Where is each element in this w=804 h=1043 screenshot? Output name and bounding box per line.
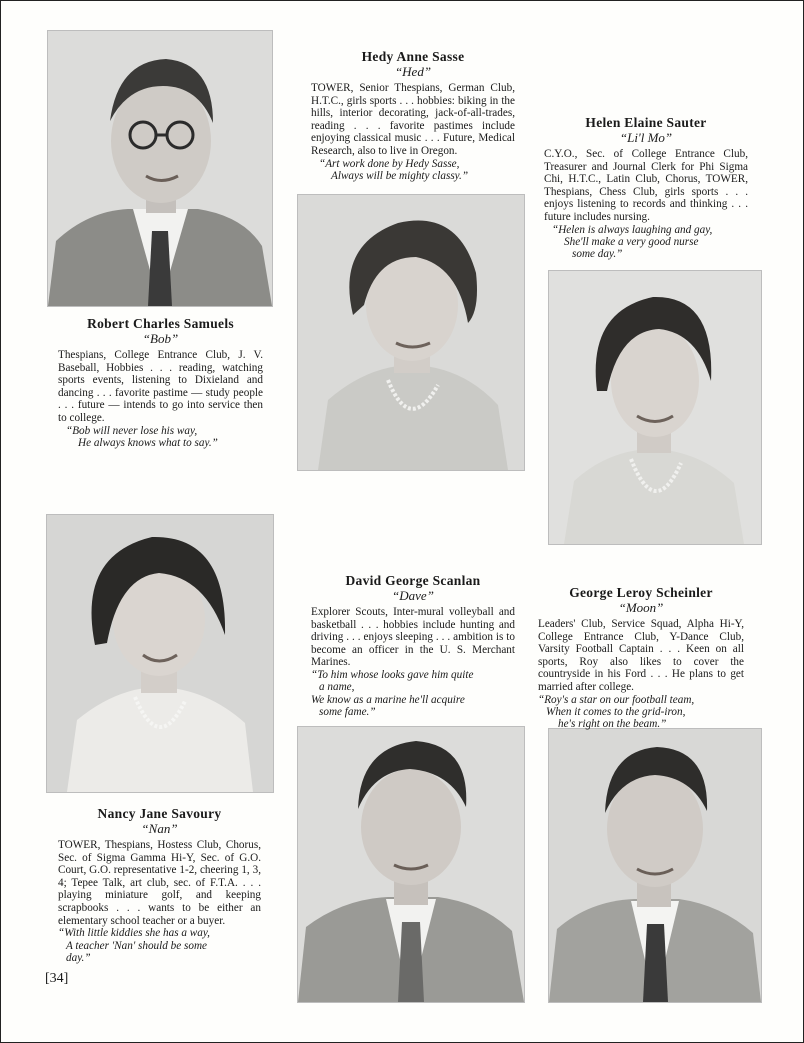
quote-line: He always knows what to say.”	[78, 436, 218, 449]
student-nickname: “Dave”	[392, 588, 434, 603]
student-entry	[311, 573, 515, 719]
quote-line: When it comes to the grid-iron,	[546, 705, 686, 718]
quote-line: “Art work done by Hedy Sasse,	[319, 157, 460, 170]
student-activities: Thespians, College Entrance Club, J. V. Baseball, Hobbies . . . reading, watching sports events, listening to Dixieland and dancing . . . favorite pastime — study people . . . future — intends to go into service then to college.	[58, 349, 263, 424]
student-activities: Leaders' Club, Service Squad, Alpha Hi-Y, College Entrance Club, Y-Dance Club, Varsity Football Captain . . . Keen on all sports, Roy also likes to cover the countryside in his Ford . . . He plans to get married after college.	[538, 618, 744, 693]
student-entry	[58, 316, 263, 449]
page-number: [34]	[45, 971, 69, 986]
quote-line: A teacher 'Nan' should be some	[66, 939, 207, 952]
quote-line: Always will be mighty classy.”	[331, 169, 469, 182]
quote-line: “With little kiddies she has a way,	[58, 927, 210, 940]
quote-line: day.”	[66, 951, 91, 964]
student-activities: TOWER, Thespians, Hostess Club, Chorus, Sec. of Sigma Gamma Hi-Y, Sec. of G.O. Court, G.O. representative 1-2, cheering 1, 3, 4; Tepee Talk, art club, sec. of F.T.A. . . . playing miniature golf, and keeping scrapbooks . . . wants to be either an elementary school teacher or a buyer.	[58, 839, 261, 927]
student-quote	[58, 927, 261, 964]
student-nickname: “Hed”	[394, 64, 432, 79]
student-photo	[297, 726, 525, 1003]
student-entry	[538, 585, 744, 731]
student-nickname: “Nan”	[141, 821, 178, 836]
student-nickname: “Li'l Mo”	[619, 130, 673, 145]
student-activities: C.Y.O., Sec. of College Entrance Club, Treasurer and Journal Clerk for Phi Sigma Chi, H.T.C., Latin Club, Chorus, TOWER, Thespians, Chess Club, girls sports . . . enjoys listening to records and thinking . . . future includes nursing.	[544, 148, 748, 223]
student-entry	[544, 115, 748, 261]
student-photo	[47, 30, 273, 307]
student-quote	[544, 224, 748, 261]
quote-line: some fame.”	[319, 706, 376, 719]
student-photo	[46, 514, 274, 793]
student-name: George Leroy Scheinler	[569, 585, 713, 600]
student-quote	[311, 158, 515, 183]
student-entry	[311, 49, 515, 182]
student-photo	[548, 270, 762, 545]
student-activities: Explorer Scouts, Inter-mural volleyball and basketball . . . hobbies include hunting and driving . . . enjoys sleeping . . . ambition is to become an officer in the U. S. Merchant Marines.	[311, 606, 515, 669]
quote-line: he's right on the beam.”	[558, 718, 667, 731]
student-name: Nancy Jane Savoury	[97, 806, 222, 821]
quote-line: “To him whose looks gave him quite	[311, 668, 474, 681]
quote-line: some day.”	[572, 248, 623, 261]
quote-line: We know as a marine he'll acquire	[311, 693, 465, 706]
student-photo	[297, 194, 525, 471]
student-photo	[548, 728, 762, 1003]
student-quote	[58, 425, 263, 450]
student-nickname: “Bob”	[142, 331, 179, 346]
student-name: David George Scanlan	[345, 573, 481, 588]
student-quote	[538, 694, 744, 731]
student-activities: TOWER, Senior Thespians, German Club, H.T.C., girls sports . . . hobbies: biking in the hills, interior decorating, jack-of-all-trades, reading . . . favorite pastimes include enjoying classical music . . . Future, Medical Research, also to live in Oregon.	[311, 82, 515, 157]
quote-line: “Helen is always laughing and gay,	[552, 223, 713, 236]
student-name: Hedy Anne Sasse	[361, 49, 465, 64]
student-name: Robert Charles Samuels	[87, 316, 234, 331]
student-nickname: “Moon”	[618, 600, 664, 615]
quote-line: “Roy's a star on our football team,	[538, 693, 695, 706]
student-quote	[311, 669, 515, 719]
quote-line: “Bob will never lose his way,	[66, 424, 198, 437]
student-entry	[58, 806, 261, 964]
quote-line: a name,	[319, 681, 355, 694]
student-name: Helen Elaine Sauter	[585, 115, 707, 130]
quote-line: She'll make a very good nurse	[564, 235, 699, 248]
